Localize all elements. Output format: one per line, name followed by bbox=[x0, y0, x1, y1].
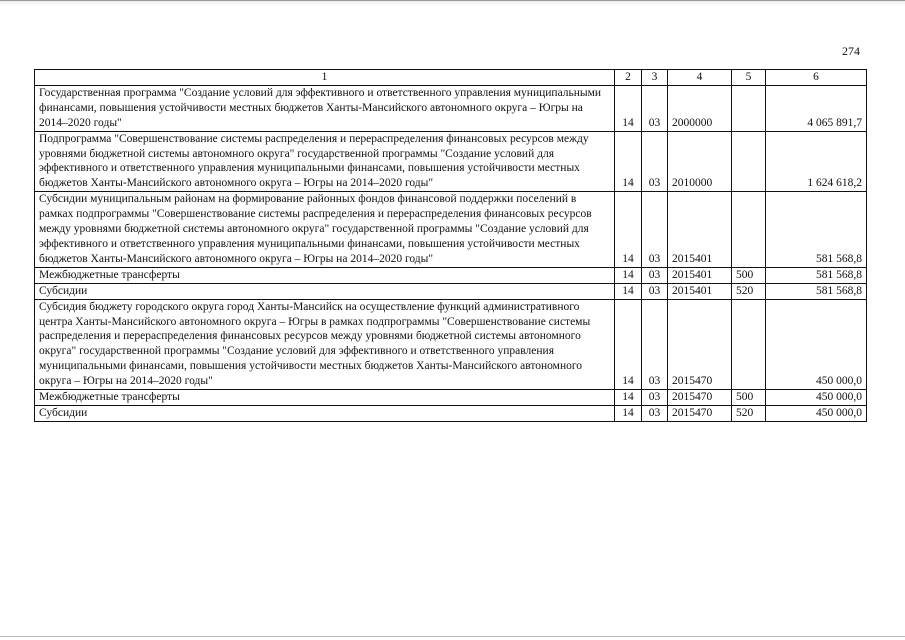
section-cell: 14 bbox=[615, 131, 642, 192]
subsection-cell: 03 bbox=[642, 131, 668, 192]
column-header: 5 bbox=[732, 70, 766, 86]
column-header: 3 bbox=[642, 70, 668, 86]
table-row bbox=[35, 390, 867, 406]
column-header: 1 bbox=[35, 70, 615, 86]
amount-cell: 1 624 618,2 bbox=[766, 131, 867, 192]
target-article-cell: 2015470 bbox=[668, 299, 732, 389]
table-row bbox=[35, 85, 867, 131]
target-article-cell: 2015470 bbox=[668, 390, 732, 406]
scan-edge-bottom-line bbox=[0, 636, 905, 637]
row-name-cell: Государственная программа "Создание условий для эффективного и ответственного управления муниципальными финансами, повышения устойчивости местных бюджетов Ханты-Мансийского автономного округа – Югры на 2014–2020 годы" bbox=[35, 85, 615, 131]
subsection-cell: 03 bbox=[642, 405, 668, 421]
section-cell: 14 bbox=[615, 405, 642, 421]
column-header: 4 bbox=[668, 70, 732, 86]
amount-cell: 581 568,8 bbox=[766, 283, 867, 299]
target-article-cell: 2000000 bbox=[668, 85, 732, 131]
target-article-cell: 2015401 bbox=[668, 283, 732, 299]
expense-type-cell: 500 bbox=[732, 267, 766, 283]
table-row bbox=[35, 131, 867, 192]
subsection-cell: 03 bbox=[642, 267, 668, 283]
amount-cell: 581 568,8 bbox=[766, 192, 867, 268]
subsection-cell: 03 bbox=[642, 283, 668, 299]
expense-type-cell bbox=[732, 131, 766, 192]
section-cell: 14 bbox=[615, 390, 642, 406]
row-name-cell: Межбюджетные трансферты bbox=[35, 267, 615, 283]
section-cell: 14 bbox=[615, 299, 642, 389]
row-name-cell: Субсидии bbox=[35, 283, 615, 299]
amount-cell: 450 000,0 bbox=[766, 405, 867, 421]
section-cell: 14 bbox=[615, 283, 642, 299]
column-header: 2 bbox=[615, 70, 642, 86]
amount-cell: 450 000,0 bbox=[766, 390, 867, 406]
amount-cell: 581 568,8 bbox=[766, 267, 867, 283]
table-row bbox=[35, 192, 867, 268]
expense-type-cell bbox=[732, 299, 766, 389]
subsection-cell: 03 bbox=[642, 299, 668, 389]
expense-type-cell bbox=[732, 192, 766, 268]
subsection-cell: 03 bbox=[642, 85, 668, 131]
row-name-cell: Межбюджетные трансферты bbox=[35, 390, 615, 406]
section-cell: 14 bbox=[615, 267, 642, 283]
table-row bbox=[35, 405, 867, 421]
expense-type-cell bbox=[732, 85, 766, 131]
target-article-cell: 2015470 bbox=[668, 405, 732, 421]
table-row bbox=[35, 299, 867, 389]
page-number: 274 bbox=[842, 44, 860, 58]
section-cell: 14 bbox=[615, 85, 642, 131]
amount-cell: 450 000,0 bbox=[766, 299, 867, 389]
expense-type-cell: 520 bbox=[732, 405, 766, 421]
section-cell: 14 bbox=[615, 192, 642, 268]
row-name-cell: Субсидия бюджету городского округа город Ханты-Мансийск на осуществление функций административного центра Ханты-Мансийского автономного округа – Югры в рамках подпрограммы "Совершенствование системы распределения и перераспределения финансовых ресурсов между уровнями бюджетной системы автономного округа" государственной программы "Создание условий для эффективного и ответственного управления муниципальными финансами, повышения устойчивости местных бюджетов Ханты-Мансийского автономного округа – Югры на 2014–2020 годы" bbox=[35, 299, 615, 389]
subsection-cell: 03 bbox=[642, 192, 668, 268]
table-header-row bbox=[35, 70, 867, 86]
row-name-cell: Субсидии муниципальным районам на формирование районных фондов финансовой поддержки поселений в рамках подпрограммы "Совершенствование системы распределения и перераспределения финансовых ресурсов между уровнями бюджетной системы автономного округа" государственной программы "Создание условий для эффективного и ответственного управления муниципальными финансами, повышения устойчивости местных бюджетов Ханты-Мансийского автономного округа – Югры на 2014–2020 годы" bbox=[35, 192, 615, 268]
scan-edge-top-line bbox=[0, 0, 905, 1]
table-row bbox=[35, 267, 867, 283]
amount-cell: 4 065 891,7 bbox=[766, 85, 867, 131]
expense-type-cell: 520 bbox=[732, 283, 766, 299]
subsection-cell: 03 bbox=[642, 390, 668, 406]
row-name-cell: Подпрограмма "Совершенствование системы распределения и перераспределения финансовых ресурсов между уровнями бюджетной системы автономного округа" государственной программы "Создание условий для эффективного и ответственного управления муниципальными финансами, повышения устойчивости местных бюджетов Ханты-Мансийского автономного округа – Югры на 2014–2020 годы" bbox=[35, 131, 615, 192]
budget-table bbox=[34, 69, 867, 422]
target-article-cell: 2015401 bbox=[668, 192, 732, 268]
table-row bbox=[35, 283, 867, 299]
target-article-cell: 2010000 bbox=[668, 131, 732, 192]
expense-type-cell: 500 bbox=[732, 390, 766, 406]
column-header: 6 bbox=[766, 70, 867, 86]
row-name-cell: Субсидии bbox=[35, 405, 615, 421]
target-article-cell: 2015401 bbox=[668, 267, 732, 283]
